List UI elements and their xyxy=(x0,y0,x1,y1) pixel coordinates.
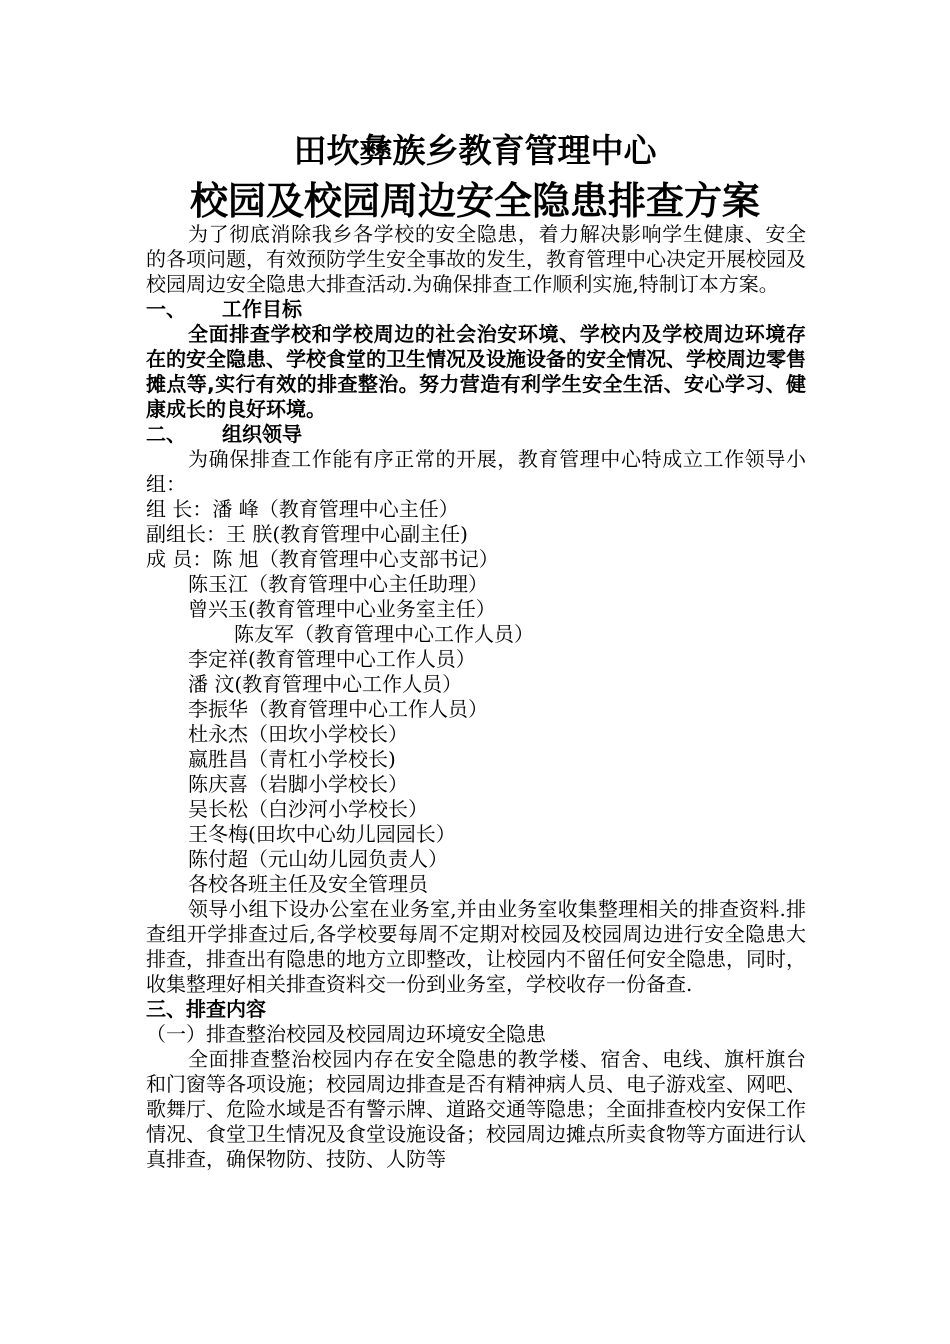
section-2-title: 组织领导 xyxy=(222,422,302,446)
member-line: 各校各班主任及安全管理员 xyxy=(188,872,428,896)
document-body xyxy=(146,222,806,1172)
member-line: 李振华（教育管理中心工作人员） xyxy=(188,697,488,721)
office-paragraph: 领导小组下设办公室在业务室,并由业务室收集整理相关的排查资料.排查组开学排查过后,各学校要每周不定期对校园及校园周边进行安全隐患大排查，排查出有隐患的地方立即整改，让校园内不留任何安全隐患，同时，收集整理好相关排查资料交一份到业务室，学校收存一份备查. xyxy=(146,897,806,996)
section-3-subheading: （一）排查整治校园及校园周边环境安全隐患 xyxy=(146,1022,546,1046)
member-line: 嬴胜昌（青杠小学校长) xyxy=(188,747,396,771)
section-1-title: 工作目标 xyxy=(222,297,302,321)
member-line: 李定祥(教育管理中心工作人员） xyxy=(188,647,476,671)
section-3-heading: 三、排查内容 xyxy=(146,997,266,1021)
section-3-paragraph: 全面排查整治校园内存在安全隐患的教学楼、宿舍、电线、旗杆旗台和门窗等各项设施；校园周边排查是否有精神病人员、电子游戏室、网吧、歌舞厅、危险水域是否有警示牌、道路交通等隐患；全面排查校内安保工作情况、食堂卫生情况及食堂设施设备；校园周边摊点所卖食物等方面进行认真排查，确保物防、技防、人防等 xyxy=(146,1047,806,1171)
member-line: 陈玉江（教育管理中心主任助理） xyxy=(188,572,488,596)
member-line: 陈付超（元山幼儿园负责人） xyxy=(188,847,448,871)
members-first-line: 成 员：陈 旭（教育管理中心支部书记） xyxy=(146,547,499,571)
section-1-paragraph: 全面排查学校和学校周边的社会治安环境、学校内及学校周边环境存在的安全隐患、学校食堂的卫生情况及设施设备的安全情况、学校周边零售摊点等,实行有效的排查整治。努力营造有利学生安全生活、安心学习、健康成长的良好环境。 xyxy=(146,322,806,421)
section-2-paragraph: 为确保排查工作能有序正常的开展，教育管理中心特成立工作领导小组： xyxy=(146,447,806,496)
member-line: 潘 汶(教育管理中心工作人员） xyxy=(188,672,463,696)
section-1-number: 一、 xyxy=(146,297,186,321)
leader-line: 组 长：潘 峰（教育管理中心主任） xyxy=(146,497,459,521)
member-line: 陈友军（教育管理中心工作人员） xyxy=(234,622,534,646)
member-line: 杜永杰（田坎小学校长） xyxy=(188,722,408,746)
deputy-leader-line: 副组长：王 朕(教育管理中心副主任) xyxy=(146,522,468,546)
member-line: 吴长松（白沙河小学校长） xyxy=(188,797,428,821)
document-title-plan: 校园及校园周边安全隐患排查方案 xyxy=(189,179,760,223)
member-line: 陈庆喜（岩脚小学校长） xyxy=(188,772,408,796)
section-2-number: 二、 xyxy=(146,422,186,446)
member-line: 王冬梅(田坎中心幼儿园园长） xyxy=(188,822,456,846)
intro-paragraph: 为了彻底消除我乡各学校的安全隐患，着力解决影响学生健康、安全的各项问题，有效预防学生安全事故的发生，教育管理中心决定开展校园及校园周边安全隐患大排查活动.为确保排查工作顺利实施,特制订本方案。 xyxy=(146,222,806,296)
document-title-org: 田坎彝族乡教育管理中心 xyxy=(293,131,657,170)
section-1-heading xyxy=(146,297,806,322)
section-2-heading xyxy=(146,422,806,447)
member-line: 曾兴玉(教育管理中心业务室主任） xyxy=(188,597,496,621)
